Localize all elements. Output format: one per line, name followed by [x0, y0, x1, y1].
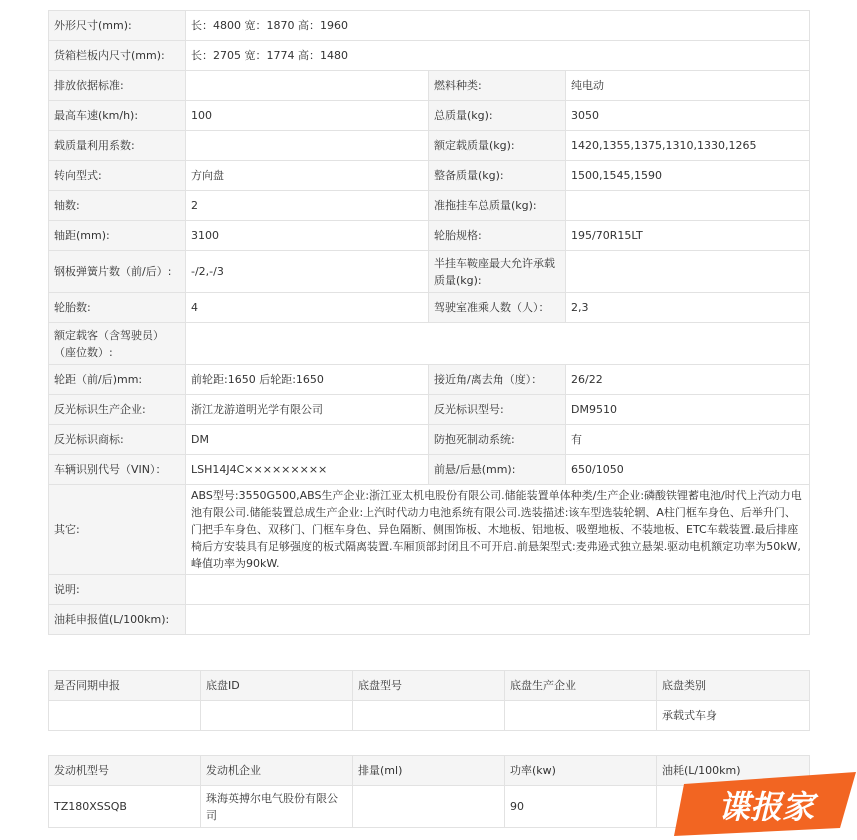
spec-label: 反光标识商标: — [49, 425, 186, 455]
spec-label: 轴距(mm): — [49, 221, 186, 251]
spec-label: 载质量利用系数: — [49, 131, 186, 161]
spec-value: 有 — [566, 425, 810, 455]
spec-value: 1500,1545,1590 — [566, 161, 810, 191]
spec-value: -/2,-/3 — [186, 251, 429, 293]
spec-label: 钢板弹簧片数（前/后）: — [49, 251, 186, 293]
engine-header-cell: 发动机型号 — [49, 756, 201, 786]
spec-row — [49, 425, 810, 455]
spec-label: 轮胎规格: — [429, 221, 566, 251]
logo-text: 谍报家 — [717, 788, 815, 826]
spec-value: ABS型号:3550G500,ABS生产企业:浙江亚太机电股份有限公司.储能装置单体种类/生产企业:磷酸铁锂蓄电池/时代上汽动力电池有限公司.储能装置总成生产企业:上汽时代动力电池系统有限公司.选装描述:该车型选装轮辋、A柱门框车身色、后举升门、门把手车身色、双移门、门框车身色、异色隔断、侧围饰板、木地板、铝地板、吸塑地板、不装地板、ETC车载装置.最后排座椅后方安装具有足够强度的板式隔离装置.车厢顶部封闭且不可开启.前悬架型式:麦弗逊式独立悬架.驱动电机额定功率为50kW,峰值功率为90kW. — [186, 485, 810, 575]
spec-row — [49, 41, 810, 71]
spec-value: 195/70R15LT — [566, 221, 810, 251]
spec-row — [49, 71, 810, 101]
spec-label: 接近角/离去角（度）： — [429, 365, 566, 395]
chassis-table — [48, 670, 810, 731]
chassis-cell — [49, 701, 201, 731]
spec-value: 前轮距:1650 后轮距:1650 — [186, 365, 429, 395]
spec-label: 轮胎数: — [49, 293, 186, 323]
spec-label: 货箱栏板内尺寸(mm): — [49, 41, 186, 71]
spec-value: 3050 — [566, 101, 810, 131]
watermark-logo — [670, 770, 857, 840]
spec-row — [49, 131, 810, 161]
spec-value: 长：4800 宽：1870 高：1960 — [186, 11, 810, 41]
chassis-header-cell: 底盘类别 — [657, 671, 810, 701]
spec-label: 转向型式: — [49, 161, 186, 191]
spec-label: 其它: — [49, 485, 186, 575]
spec-value: 3100 — [186, 221, 429, 251]
spec-label: 总质量(kg): — [429, 101, 566, 131]
spec-row — [49, 191, 810, 221]
spec-value: 长：2705 宽：1774 高：1480 — [186, 41, 810, 71]
chassis-row — [49, 701, 810, 731]
engine-header-cell: 发动机企业 — [201, 756, 353, 786]
spec-value — [566, 191, 810, 221]
spec-label: 驾驶室准乘人数（人）： — [429, 293, 566, 323]
chassis-header-cell: 底盘生产企业 — [505, 671, 657, 701]
spec-row — [49, 161, 810, 191]
spec-row — [49, 395, 810, 425]
spec-label: 油耗申报值(L/100km): — [49, 605, 186, 635]
chassis-header-cell: 底盘型号 — [353, 671, 505, 701]
spec-value — [186, 71, 429, 101]
spec-value: 26/22 — [566, 365, 810, 395]
spec-label: 说明: — [49, 575, 186, 605]
engine-header-cell: 排量(ml) — [353, 756, 505, 786]
spec-row — [49, 323, 810, 365]
chassis-header-cell: 底盘ID — [201, 671, 353, 701]
spec-value: DM — [186, 425, 429, 455]
spec-value: 4 — [186, 293, 429, 323]
spec-row — [49, 605, 810, 635]
engine-cell: 珠海英搏尔电气股份有限公司 — [201, 786, 353, 828]
spec-row — [49, 101, 810, 131]
spec-value: 1420,1355,1375,1310,1330,1265 — [566, 131, 810, 161]
spec-value: LSH14J4C××××××××× — [186, 455, 429, 485]
spec-value: 650/1050 — [566, 455, 810, 485]
spec-row — [49, 251, 810, 293]
spec-value: DM9510 — [566, 395, 810, 425]
spec-value — [186, 605, 810, 635]
spec-label: 外形尺寸(mm): — [49, 11, 186, 41]
spec-row — [49, 11, 810, 41]
spec-label: 燃料种类: — [429, 71, 566, 101]
spec-value: 纯电动 — [566, 71, 810, 101]
chassis-header-row — [49, 671, 810, 701]
chassis-cell — [201, 701, 353, 731]
spec-row — [49, 575, 810, 605]
spec-label: 额定载质量(kg): — [429, 131, 566, 161]
spec-value: 方向盘 — [186, 161, 429, 191]
spec-row — [49, 485, 810, 575]
engine-header-cell: 功率(kw) — [505, 756, 657, 786]
spec-value: 100 — [186, 101, 429, 131]
spec-label: 准拖挂车总质量(kg): — [429, 191, 566, 221]
spec-label: 前悬/后悬(mm): — [429, 455, 566, 485]
spec-label: 半挂车鞍座最大允许承载质量(kg): — [429, 251, 566, 293]
spec-row — [49, 365, 810, 395]
spec-value — [186, 575, 810, 605]
engine-cell — [353, 786, 505, 828]
chassis-cell — [505, 701, 657, 731]
spec-label: 车辆识别代号（VIN）： — [49, 455, 186, 485]
spec-label: 整备质量(kg): — [429, 161, 566, 191]
spec-label: 轮距（前/后)mm: — [49, 365, 186, 395]
spec-label: 防抱死制动系统: — [429, 425, 566, 455]
spec-value — [186, 323, 810, 365]
spec-label: 排放依据标准: — [49, 71, 186, 101]
spec-value: 2,3 — [566, 293, 810, 323]
engine-cell: TZ180XSSQB — [49, 786, 201, 828]
spec-label: 轴数: — [49, 191, 186, 221]
spec-value: 浙江龙游道明光学有限公司 — [186, 395, 429, 425]
spec-label: 额定载客（含驾驶员）（座位数）: — [49, 323, 186, 365]
chassis-cell — [353, 701, 505, 731]
vehicle-spec-table — [48, 10, 810, 635]
spec-value — [566, 251, 810, 293]
spec-row — [49, 455, 810, 485]
spec-value: 2 — [186, 191, 429, 221]
spec-label: 最高车速(km/h): — [49, 101, 186, 131]
spec-label: 反光标识生产企业: — [49, 395, 186, 425]
spec-row — [49, 221, 810, 251]
spec-row — [49, 293, 810, 323]
spec-value — [186, 131, 429, 161]
engine-header-cell: 油耗(L/100km) — [657, 756, 810, 786]
chassis-header-cell: 是否同期申报 — [49, 671, 201, 701]
spec-label: 反光标识型号: — [429, 395, 566, 425]
engine-cell: 90 — [505, 786, 657, 828]
chassis-cell: 承载式车身 — [657, 701, 810, 731]
